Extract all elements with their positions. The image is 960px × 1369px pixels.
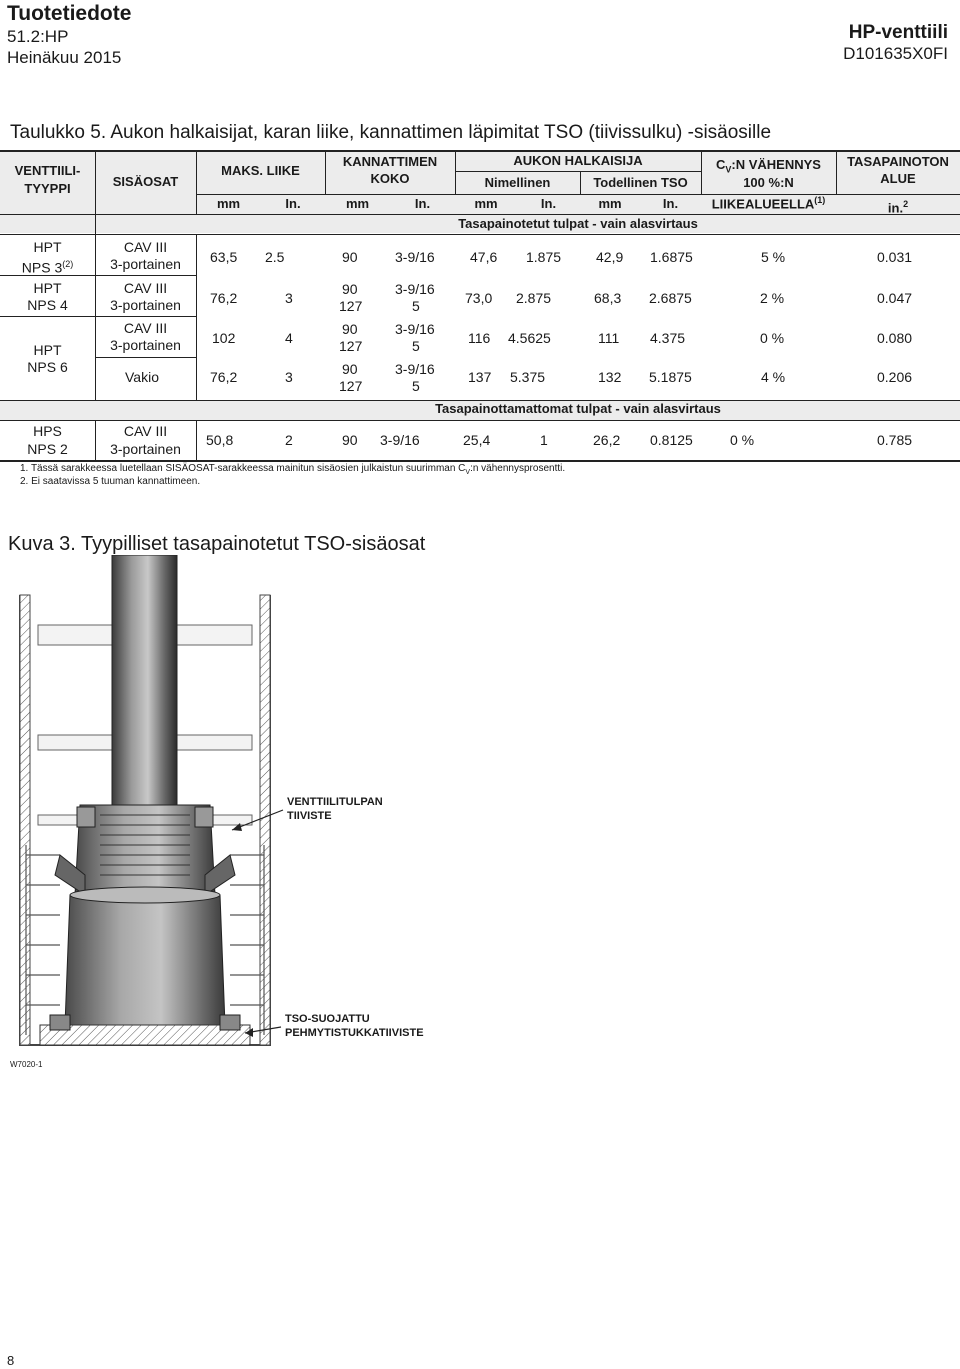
cell-actual-in: 0.8125 (650, 432, 693, 448)
plug-shoulder (70, 887, 220, 903)
trim-cav-1: CAV III (123, 423, 168, 439)
cell-nominal-mm: 47,6 (470, 249, 498, 265)
cell-actual-in: 4.375 (650, 330, 686, 346)
valve-hpt-nps6-2: NPS 6 (27, 359, 68, 375)
valve-stem (112, 555, 177, 815)
callout-plug-seal-label-2: TIIVISTE (287, 810, 332, 822)
trim-cav-2: 3-portainen (110, 337, 181, 353)
col-header-valve-type-1: VENTTIILI- (14, 163, 81, 178)
cell-travel-in: 4 (285, 330, 293, 346)
cell-yoke-mm: 90 (342, 361, 358, 377)
rule (196, 234, 197, 400)
cell-yoke-in: 3-9/16 (395, 249, 435, 265)
valve-hpt-nps4-2: NPS 4 (27, 297, 68, 313)
part-code: D101635X0FI (843, 44, 948, 63)
cell-yoke-in: 3-9/16 (395, 361, 435, 377)
rule (0, 316, 196, 317)
doc-number: 51.2:HP (7, 27, 69, 46)
valve-hps-nps2-1: HPS (33, 423, 62, 439)
cell-cv: 0 % (730, 432, 755, 448)
cell-area: 0.785 (877, 432, 913, 448)
col-header-yoke-1: KANNATTIMEN (342, 154, 438, 169)
cell-actual-mm: 26,2 (593, 432, 621, 448)
cell-nominal-mm: 73,0 (465, 290, 493, 306)
valve-hpt-nps4-1: HPT (33, 280, 62, 296)
cell-nominal-mm: 116 (468, 330, 491, 346)
cell-nominal-in: 5.375 (510, 369, 546, 385)
cell-nominal-in: 2.875 (516, 290, 552, 306)
cell-nominal-mm: 137 (468, 369, 492, 385)
cell-yoke-mm: 90 (342, 281, 358, 297)
rule (0, 420, 960, 421)
unit-yoke-in: In. (414, 196, 431, 211)
plug-body (65, 895, 225, 1025)
unit-travel-in: In. (285, 196, 301, 211)
col-header-unbalanced-1: TASAPAINOTON (847, 154, 949, 169)
page-number: 8 (7, 1353, 15, 1368)
trim-cav-1: CAV III (123, 280, 168, 296)
cell-travel-mm: 76,2 (210, 290, 238, 306)
product-header (843, 22, 948, 64)
unit-area: in.$^2$ (887, 199, 909, 216)
valve-cross-section-figure (0, 555, 960, 1080)
rule (0, 214, 960, 215)
unit-travel-mm: mm (216, 196, 241, 211)
cell-travel-in: 3 (285, 290, 293, 306)
cell-yoke-in: 3-9/16 (395, 281, 435, 297)
table-caption: Taulukko 5. Aukon halkaisijat, karan liike, kannattimen läpimitat TSO (tiivissulku) -sisäosille (10, 122, 772, 143)
cell-nominal-in: 1 (540, 432, 548, 448)
trim-cav-2: 3-portainen (110, 441, 181, 457)
callout-soft-seat-label-2: PEHMYTISTUKKATIIVISTE (285, 1027, 424, 1039)
callout-plug-seal-label-1: VENTTIILITULPAN (287, 796, 383, 808)
trim-cav-1: CAV III (123, 320, 168, 336)
cell-area: 0.206 (877, 369, 913, 385)
valve-cross-section-drawing (0, 555, 960, 1075)
cell-yoke-mm: 90 (342, 249, 358, 265)
col-header-cv-3: LIIKEALUEELLA$^{(1)}$ (711, 195, 826, 212)
trim-cav-1: CAV III (123, 239, 168, 255)
col-header-port-diameter: AUKON HALKAISIJA (513, 153, 643, 168)
rule (0, 150, 960, 152)
unit-yoke-mm: mm (345, 196, 370, 211)
cell-cv: 5 % (761, 249, 786, 265)
doc-date: Heinäkuu 2015 (7, 48, 122, 67)
col-header-trim: SISÄOSAT (112, 174, 179, 189)
product-name: HP-venttiili (848, 22, 948, 43)
cell-nominal-mm: 25,4 (463, 432, 491, 448)
trim-standard: Vakio (125, 369, 159, 385)
cell-yoke-in: 3-9/16 (380, 432, 420, 448)
spec-table (0, 150, 960, 462)
col-header-valve-type-2: TYYPPI (24, 181, 71, 196)
cell-yoke-in-2: 5 (412, 298, 420, 314)
unit-actual-mm: mm (598, 196, 622, 211)
cell-actual-in: 2.6875 (649, 290, 692, 306)
valve-hpt-nps3-1: HPT (33, 239, 62, 255)
cell-cv: 4 % (761, 369, 786, 385)
col-header-yoke-2: KOKO (370, 171, 410, 186)
cell-travel-mm: 102 (212, 330, 236, 346)
unit-nominal-in: In. (540, 196, 557, 211)
rule (95, 357, 196, 358)
cell-travel-in: 3 (285, 369, 293, 385)
rule (196, 194, 960, 195)
cell-actual-mm: 42,9 (596, 249, 624, 265)
cell-yoke-mm-2: 127 (339, 298, 363, 314)
col-header-max-travel: MAKS. LIIKE (221, 163, 300, 178)
cell-actual-in: 1.6875 (650, 249, 693, 265)
cell-travel-in: 2.5 (265, 249, 285, 265)
cell-actual-mm: 111 (598, 330, 620, 346)
cell-actual-in: 5.1875 (649, 369, 692, 385)
footnote-2: 2. Ei saatavissa 5 tuuman kannattimeen. (20, 476, 201, 487)
callout-soft-seat-label-1: TSO-SUOJATTU (285, 1013, 370, 1025)
section-balanced: Tasapainotetut tulpat - vain alasvirtaus (458, 216, 698, 231)
trim-cav-2: 3-portainen (110, 256, 181, 272)
cell-travel-mm: 76,2 (210, 369, 238, 385)
cell-yoke-mm: 90 (342, 321, 358, 337)
valve-hpt-nps6-1: HPT (33, 342, 62, 358)
cell-area: 0.031 (877, 249, 913, 265)
rule (196, 420, 197, 460)
cell-yoke-in: 3-9/16 (395, 321, 435, 337)
cell-yoke-mm-2: 127 (339, 338, 363, 354)
cell-nominal-in: 1.875 (526, 249, 562, 265)
cell-actual-mm: 132 (598, 369, 622, 385)
valve-hpt-nps3-2: NPS 3$^{(2)}$ (21, 259, 74, 276)
cell-yoke-in-2: 5 (412, 338, 420, 354)
col-header-cv-2: 100 %:N (743, 175, 794, 190)
rule (455, 171, 701, 172)
cell-yoke-mm-2: 127 (339, 378, 363, 394)
col-header-cv-1: $C_V:N$ VÄHENNYS (716, 157, 821, 175)
valve-hps-nps2-2: NPS 2 (27, 441, 68, 457)
cell-yoke-mm: 90 (342, 432, 358, 448)
cell-yoke-in-2: 5 (412, 378, 420, 394)
col-header-nominal: Nimellinen (484, 175, 551, 190)
section-unbalanced: Tasapainottamattomat tulpat - vain alasvirtaus (435, 401, 721, 416)
cell-cv: 0 % (760, 330, 785, 346)
rule (0, 460, 960, 462)
cell-travel-mm: 63,5 (210, 249, 238, 265)
cell-travel-in: 2 (285, 432, 293, 448)
rule (0, 234, 960, 235)
cell-area: 0.047 (877, 290, 913, 306)
cell-area: 0.080 (877, 330, 913, 346)
unit-actual-in: In. (662, 196, 679, 211)
col-header-actual: Todellinen TSO (593, 175, 688, 190)
footnote-1: 1. Tässä sarakkeessa luetellaan SISÄOSAT-sarakkeessa mainitun sisäosien julkaistun suurimman $C_V:n$ vähennysprosentti. (20, 463, 566, 476)
unit-nominal-mm: mm (474, 196, 498, 211)
drawing-id: W7020-1 (10, 1060, 43, 1069)
cell-cv: 2 % (760, 290, 785, 306)
cell-nominal-in: 4.5625 (508, 330, 551, 346)
cell-travel-mm: 50,8 (206, 432, 234, 448)
cell-actual-mm: 68,3 (594, 290, 622, 306)
col-header-unbalanced-2: ALUE (880, 171, 916, 186)
doc-title: Tuotetiedote (7, 2, 132, 25)
document-header (7, 2, 131, 68)
figure-caption: Kuva 3. Tyypilliset tasapainotetut TSO-sisäosat (8, 533, 426, 555)
trim-cav-2: 3-portainen (110, 297, 181, 313)
